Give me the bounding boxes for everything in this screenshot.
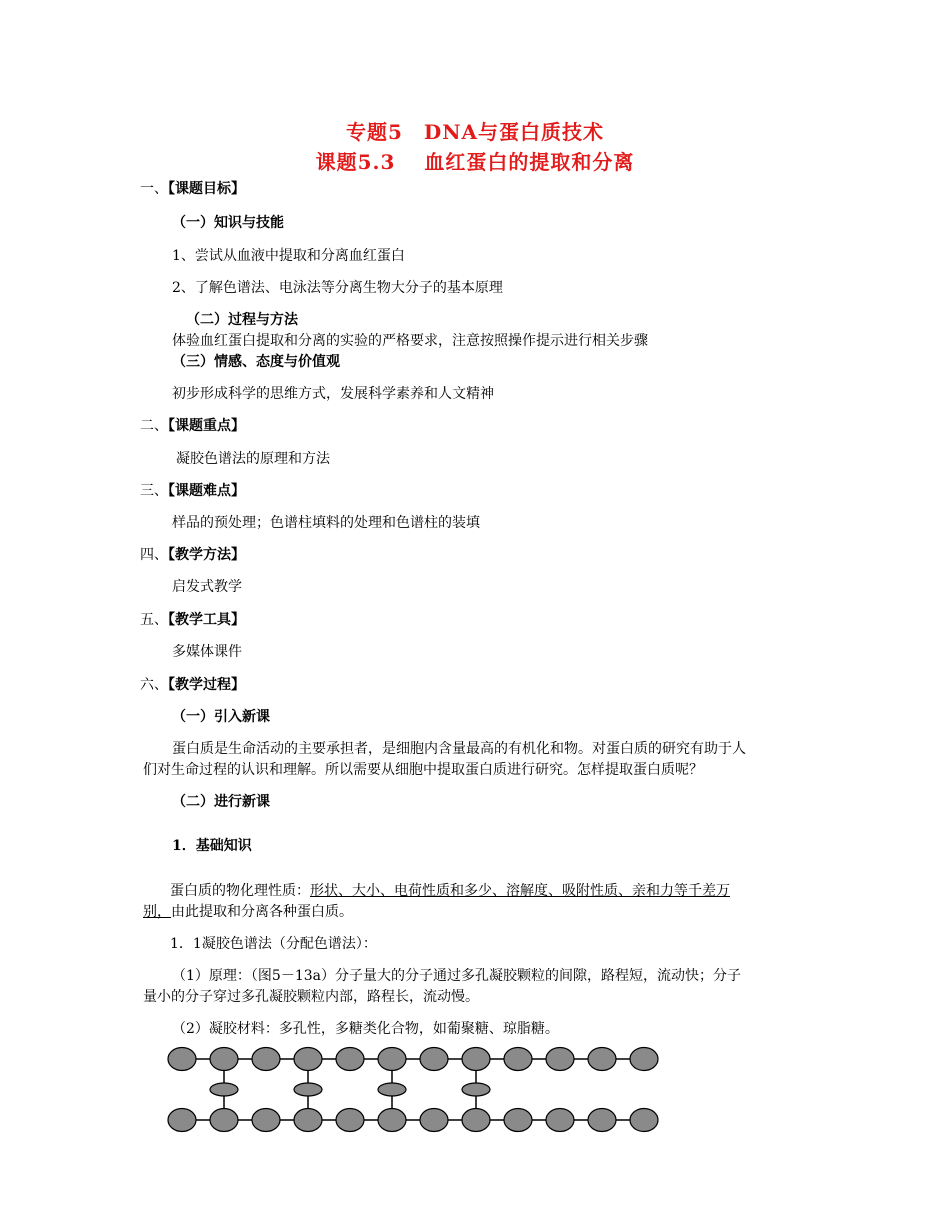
polymer-bead [210,1109,238,1132]
section-number: 四、 [140,547,168,563]
goal-item-2: 2、了解色谱法、电泳法等分离生物大分子的基本原理 [172,280,503,296]
protein-properties-line2 [143,901,353,921]
section-label: 【课题重点】 [168,418,245,434]
gel-polymer-diagram [160,1040,680,1145]
polymer-bead [630,1048,658,1071]
properties-underlined-end: 别， [143,904,171,920]
section-number: 五、 [140,612,168,628]
document-title-line1: 专题5 DNA与蛋白质技术 [345,120,605,144]
crosslink-node [294,1083,322,1096]
properties-underlined: 形状、大小、电荷性质和多少、溶解度、吸附性质、亲和力等千差万 [310,883,730,899]
principle-line1: （1）原理：（图5－13a）分子量大的分子通过多孔凝胶颗粒的间隙，路程短，流动快；分子 [172,968,741,984]
section-label: 【教学方法】 [168,547,245,563]
polymer-bead [378,1048,406,1071]
section-3-heading [140,480,245,500]
polymer-bead [294,1048,322,1071]
polymer-bead [462,1048,490,1071]
properties-prefix: 蛋白质的物化理性质： [170,883,310,899]
polymer-bead [546,1109,574,1132]
teaching-tools-text: 多媒体课件 [172,644,242,660]
subsection-emotion-values: （三）情感、态度与价值观 [172,354,340,370]
section-label: 【课题目标】 [168,181,245,197]
section-5-heading [140,609,245,629]
section-2-heading [140,415,245,435]
subsection-process-method: （二）过程与方法 [186,312,298,328]
section-label: 【教学过程】 [168,677,245,693]
teaching-method-text: 启发式教学 [172,579,242,595]
polymer-bead [462,1109,490,1132]
section-number: 六、 [140,677,168,693]
polymer-bead [336,1048,364,1071]
subsection-knowledge-skills: （一）知识与技能 [172,215,284,231]
intro-paragraph-line1: 蛋白质是生命活动的主要承担者，是细胞内含量最高的有机化和物。对蛋白质的研究有助于人 [172,741,746,757]
polymer-bead [378,1109,406,1132]
polymer-bead [546,1048,574,1071]
gel-chromatography-heading: 1．1凝胶色谱法（分配色谱法）： [170,936,377,952]
polymer-bead [252,1109,280,1132]
emotion-values-text: 初步形成科学的思维方式，发展科学素养和人文精神 [172,386,494,402]
basic-knowledge-heading: 1．基础知识 [172,838,252,854]
section-4-heading [140,544,245,564]
difficulty-text: 样品的预处理；色谱柱填料的处理和色谱柱的装填 [172,515,480,531]
section-number: 二、 [140,418,168,434]
goal-item-1: 1、尝试从血液中提取和分离血红蛋白 [172,248,405,264]
polymer-bead [336,1109,364,1132]
section-number: 三、 [140,483,168,499]
polymer-bead [504,1048,532,1071]
section-label: 【课题难点】 [168,483,245,499]
key-point-text: 凝胶色谱法的原理和方法 [176,451,330,467]
polymer-bead [504,1109,532,1132]
polymer-bead [168,1048,196,1071]
subsection-introduction: （一）引入新课 [172,709,270,725]
crosslink-node [462,1083,490,1096]
intro-paragraph-line2: 们对生命过程的认识和理解。所以需要从细胞中提取蛋白质进行研究。怎样提取蛋白质呢？ [143,762,703,778]
properties-suffix: 由此提取和分离各种蛋白质。 [171,904,353,920]
section-1-heading [140,178,245,198]
polymer-bead [420,1048,448,1071]
document-title-line2: 课题5.3 血红蛋白的提取和分离 [315,150,635,174]
section-label: 【教学工具】 [168,612,245,628]
principle-line2: 量小的分子穿过多孔凝胶颗粒内部，路程长，流动慢。 [143,989,479,1005]
polymer-bead [420,1109,448,1132]
crosslink-node [210,1083,238,1096]
process-method-text: 体验血红蛋白提取和分离的实验的严格要求，注意按照操作提示进行相关步骤 [172,333,648,349]
section-6-heading [140,674,245,694]
gel-material-text: （2）凝胶材料：多孔性，多糖类化合物，如葡聚糖、琼脂糖。 [172,1021,559,1037]
polymer-bead [168,1109,196,1132]
polymer-bead [588,1048,616,1071]
polymer-bead [252,1048,280,1071]
protein-properties-line1 [170,880,730,900]
crosslink-node [378,1083,406,1096]
polymer-bead [630,1109,658,1132]
polymer-bead [210,1048,238,1071]
polymer-bead [588,1109,616,1132]
section-number: 一、 [140,181,168,197]
polymer-bead [294,1109,322,1132]
subsection-new-lesson: （二）进行新课 [172,794,270,810]
